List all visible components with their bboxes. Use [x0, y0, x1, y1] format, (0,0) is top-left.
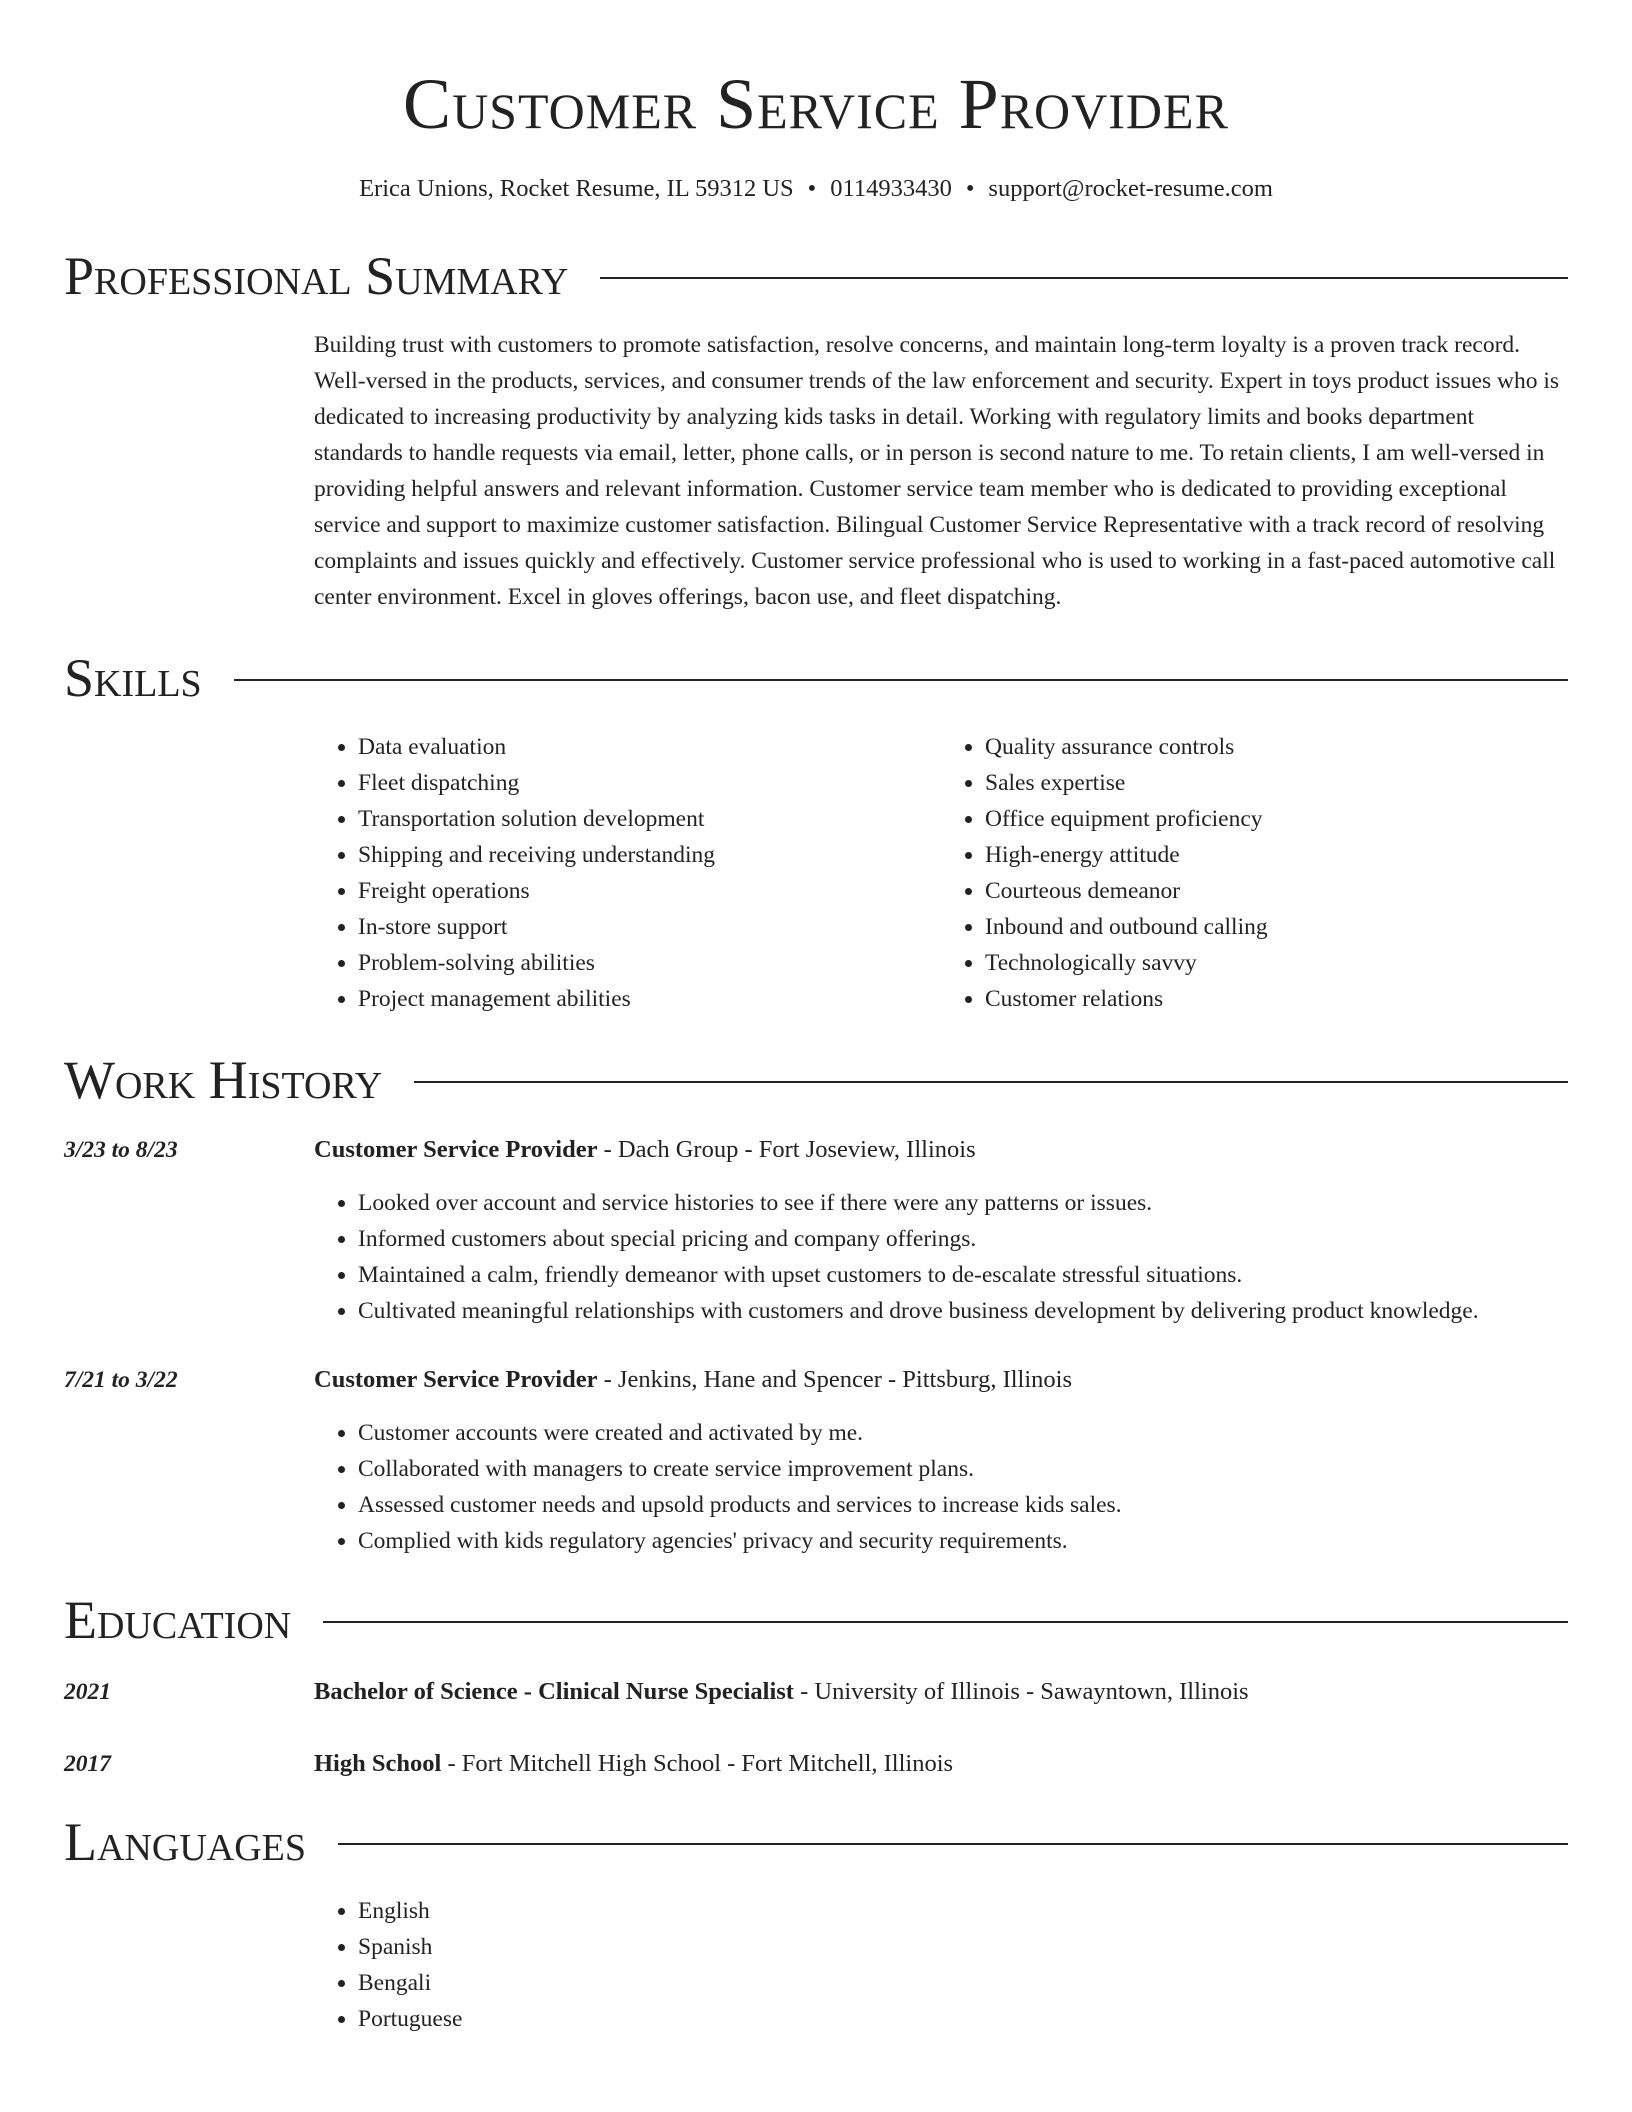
resume-name: Customer Service Provider — [403, 64, 1229, 144]
job-entry — [64, 1363, 1568, 1559]
job-dates: 7/21 to 3/22 — [64, 1367, 178, 1394]
section-divider — [414, 1081, 1568, 1083]
education-degree: Bachelor of Science - Clinical Nurse Specialist — [314, 1678, 794, 1706]
education-entry — [64, 1675, 1568, 1709]
job-duty: • Customer accounts were created and activated by me. — [358, 1415, 1568, 1451]
summary-text: Building trust with customers to promote satisfaction, resolve concerns, and maintain long-term loyalty is a proven track record. Well-versed in the products, services, and consumer trends of the law enforcement and security. Expert in toys product issues who is dedicated to increasing productivity by analyzing kids tasks in detail. Working with regulatory limits and books department standards to handle requests via email, letter, phone calls, or in person is second nature to me. To retain clients, I am well-versed in providing helpful answers and relevant information. Customer service team member who is dedicated to providing exceptional service and support to maximize customer satisfaction. Bilingual Customer Service Representative with a track record of resolving complaints and issues quickly and effectively. Customer service professional who is used to working in a fast-paced automotive call center environment. Excel in gloves offerings, bacon use, and fleet dispatching. — [314, 332, 1560, 611]
education-body — [314, 1747, 1568, 1781]
language-item: • Spanish — [358, 1929, 1568, 1965]
skills-list — [314, 729, 1568, 1017]
languages-section-title: Languages — [64, 1812, 306, 1873]
section-divider — [338, 1843, 1568, 1845]
summary-section-header — [64, 246, 1568, 307]
work-section-header — [64, 1050, 1568, 1111]
contact-separator: • — [807, 175, 817, 202]
job-dates: 3/23 to 8/23 — [64, 1137, 178, 1164]
job-role: Customer Service Provider — [314, 1366, 598, 1394]
job-body — [314, 1363, 1568, 1559]
skill-item: • High-energy attitude — [985, 837, 1568, 873]
languages-list — [314, 1893, 1568, 2037]
job-duty: • Cultivated meaningful relationships with customers and drove business development by delivering product knowledge. — [358, 1293, 1568, 1329]
education-year: 2017 — [64, 1751, 111, 1778]
education-section-header — [64, 1590, 1568, 1651]
skill-item: • Shipping and receiving understanding — [358, 837, 941, 873]
education-year: 2021 — [64, 1679, 111, 1706]
contact-line — [64, 174, 1568, 203]
skill-item: • Data evaluation — [358, 729, 941, 765]
contact-separator: • — [965, 175, 975, 202]
language-item: • English — [358, 1893, 1568, 1929]
education-section-title: Education — [64, 1590, 292, 1651]
skills-column-left — [314, 729, 941, 1017]
skill-item: • Office equipment proficiency — [985, 801, 1568, 837]
skills-section-header — [64, 648, 1568, 709]
skill-item: • Customer relations — [985, 981, 1568, 1017]
skill-item: • Inbound and outbound calling — [985, 909, 1568, 945]
skill-item: • Freight operations — [358, 873, 941, 909]
job-duty: • Assessed customer needs and upsold products and services to increase kids sales. — [358, 1487, 1568, 1523]
skill-item: • Courteous demeanor — [985, 873, 1568, 909]
job-duty: • Collaborated with managers to create service improvement plans. — [358, 1451, 1568, 1487]
section-divider — [600, 277, 1568, 279]
job-duty: • Maintained a calm, friendly demeanor with upset customers to de-escalate stressful situations. — [358, 1257, 1568, 1293]
contact-address: Erica Unions, Rocket Resume, IL 59312 US — [359, 175, 794, 202]
skill-item: • Project management abilities — [358, 981, 941, 1017]
education-line — [314, 1747, 1568, 1781]
education-degree: High School — [314, 1750, 442, 1778]
job-entry — [64, 1133, 1568, 1329]
job-title-line — [314, 1363, 1568, 1397]
job-title-line — [314, 1133, 1568, 1167]
languages-items — [314, 1893, 1568, 2037]
contact-phone: 0114933430 — [830, 175, 952, 202]
skill-item: • Transportation solution development — [358, 801, 941, 837]
job-duties — [314, 1185, 1568, 1329]
section-divider — [323, 1621, 1568, 1623]
job-duties — [314, 1415, 1568, 1559]
education-school: - Fort Mitchell High School - Fort Mitchell, Illinois — [441, 1750, 954, 1778]
education-entry — [64, 1747, 1568, 1781]
section-divider — [234, 679, 1568, 681]
skill-item: • In-store support — [358, 909, 941, 945]
job-role: Customer Service Provider — [314, 1136, 598, 1164]
skill-item: • Quality assurance controls — [985, 729, 1568, 765]
job-duty: • Complied with kids regulatory agencies' privacy and security requirements. — [358, 1523, 1568, 1559]
skills-column-right — [941, 729, 1568, 1017]
languages-section-header — [64, 1812, 1568, 1873]
language-item: • Portuguese — [358, 2001, 1568, 2037]
education-line — [314, 1675, 1568, 1709]
skills-section-title: Skills — [64, 648, 202, 709]
skill-item: • Problem-solving abilities — [358, 945, 941, 981]
skill-item: • Sales expertise — [985, 765, 1568, 801]
education-school: - University of Illinois - Sawayntown, Illinois — [793, 1678, 1249, 1706]
job-employer: - Dach Group - Fort Joseview, Illinois — [597, 1136, 976, 1164]
summary-section-title: Professional Summary — [64, 246, 569, 307]
work-section-title: Work History — [64, 1050, 383, 1111]
contact-email: support@rocket-resume.com — [988, 175, 1273, 202]
job-employer: - Jenkins, Hane and Spencer - Pittsburg, Illinois — [597, 1366, 1073, 1394]
language-item: • Bengali — [358, 1965, 1568, 2001]
skill-item: • Fleet dispatching — [358, 765, 941, 801]
job-duty: • Looked over account and service histories to see if there were any patterns or issues. — [358, 1185, 1568, 1221]
job-duty: • Informed customers about special pricing and company offerings. — [358, 1221, 1568, 1257]
job-body — [314, 1133, 1568, 1329]
skill-item: • Technologically savvy — [985, 945, 1568, 981]
education-body — [314, 1675, 1568, 1709]
